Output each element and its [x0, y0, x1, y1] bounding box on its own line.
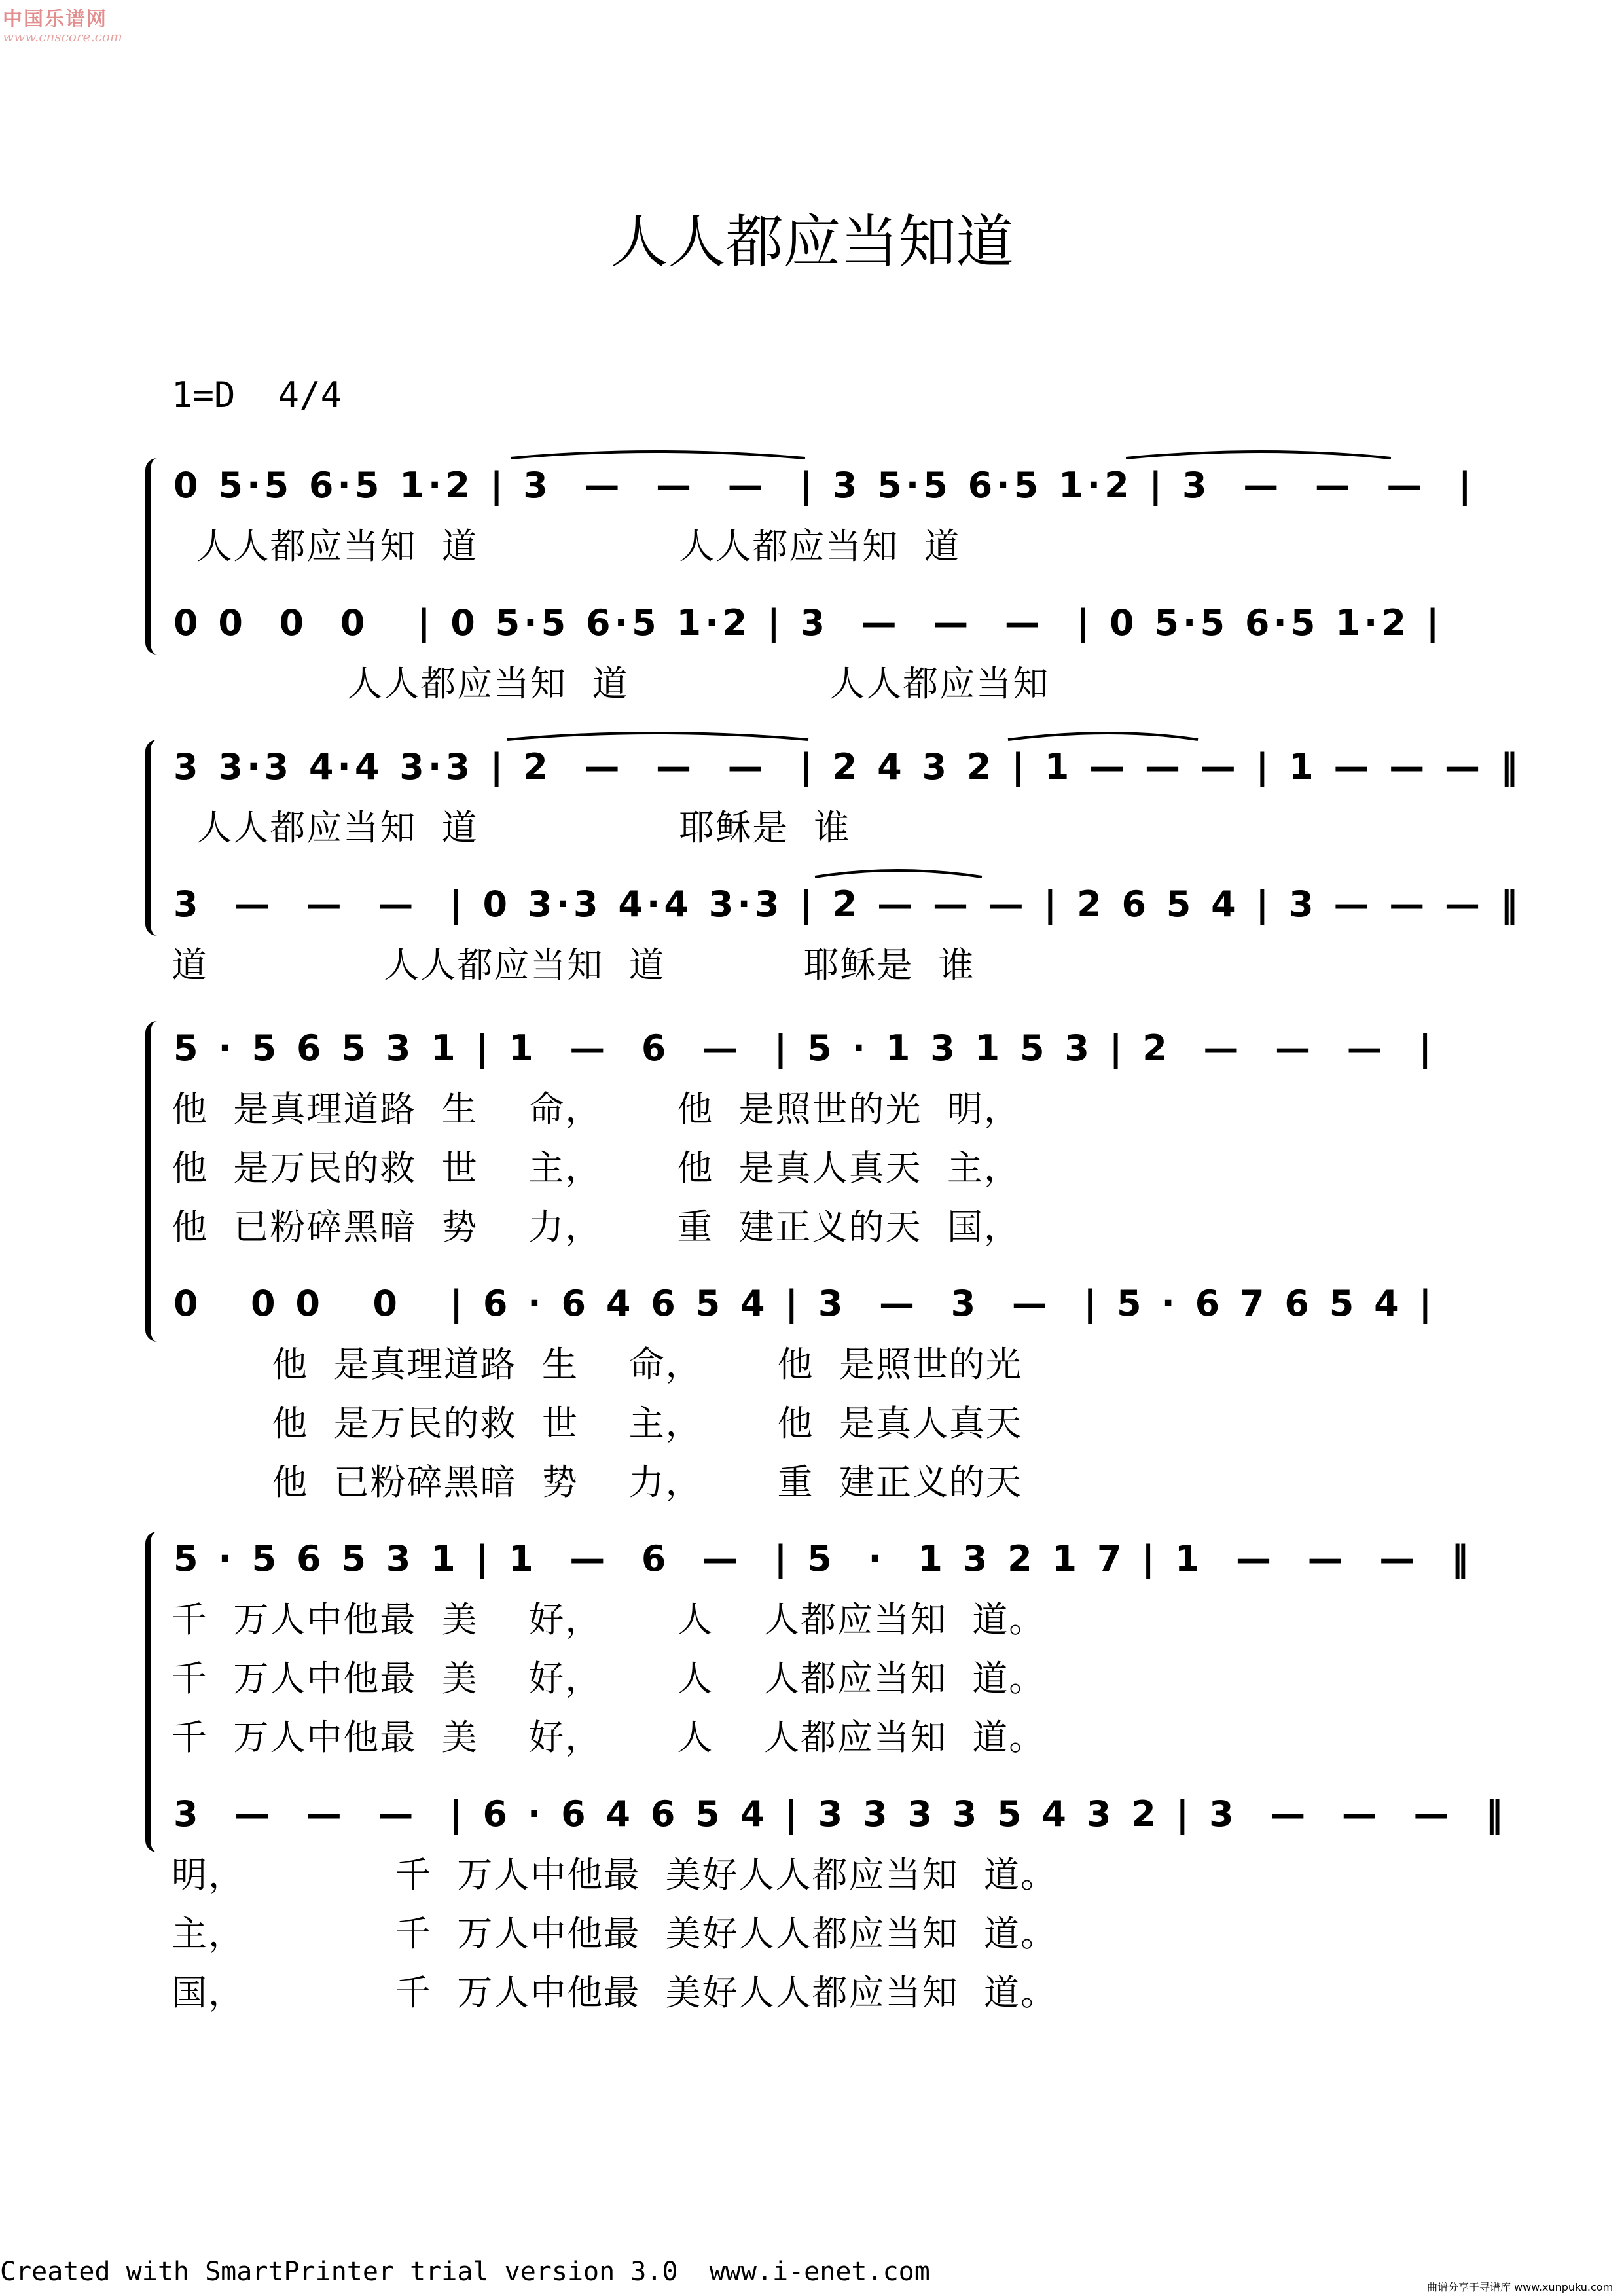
lower-voice-notes: 0 0 0 0 | 6 · 6 4 6 5 4 | 3 — 3 — | 5 · 6 7 6 5 4 | [173, 1283, 1436, 1324]
lower-voice-notes: 3 — — — | 0 3·3 4·4 3·3 | 2 — — — | 2 6 5 4 | 3 — — — ‖ [173, 884, 1522, 925]
tie-arc [511, 452, 805, 458]
page-title: 人人都应当知道 [610, 208, 1014, 276]
lower-voice-lyric-1: 道 人人都应当知 道 耶稣是 谁 [171, 944, 975, 986]
tie-arc [815, 870, 982, 877]
footer-credit: Created with SmartPrinter trial version 3.0 www.i-enet.com [0, 2257, 930, 2287]
lower-voice-lyric-2: 主， 千 万人中他最 美好人人都应当知 道。 [171, 1913, 1057, 1954]
lower-voice-lyric-1: 他 是真理道路 生 命， 他 是照世的光 [171, 1344, 1022, 1385]
footer-source: 曲谱分享于寻谱库 www.xunpuku.com [1427, 2281, 1614, 2293]
lower-voice-lyric-3: 国， 千 万人中他最 美好人人都应当知 道。 [171, 1972, 1057, 2013]
upper-voice-notes: 5 · 5 6 5 3 1 | 1 — 6 — | 5 · 1 3 1 5 3 | 2 — — — | [173, 1028, 1435, 1069]
upper-voice-notes: 5 · 5 6 5 3 1 | 1 — 6 — | 5 · 1 3 2 1 7 | 1 — — — ‖ [173, 1538, 1473, 1579]
upper-voice-notes: 0 5·5 6·5 1·2 | 3 — — — | 3 5·5 6·5 1·2 | 3 — — — | [173, 465, 1475, 506]
lower-voice-notes: 0 0 0 0 | 0 5·5 6·5 1·2 | 3 — — — | 0 5·5 6·5 1·2 | [173, 602, 1443, 643]
tie-arc [1126, 452, 1391, 458]
lower-voice-lyric-3: 他 已粉碎黑暗 势 力， 重 建正义的天 [171, 1462, 1022, 1503]
lower-voice-notes: 3 — — — | 6 · 6 4 6 5 4 | 3 3 3 3 5 4 3 2 | 3 — — — ‖ [173, 1793, 1507, 1835]
upper-voice-lyric-1: 人人都应当知 道 耶稣是 谁 [171, 807, 851, 848]
lower-voice-lyric-2: 他 是万民的救 世 主， 他 是真人真天 [171, 1403, 1022, 1444]
lower-voice-lyric-1: 人人都应当知 道 人人都应当知 [171, 663, 1050, 704]
upper-voice-lyric-3: 千 万人中他最 美 好， 人 人都应当知 道。 [171, 1717, 1046, 1758]
upper-voice-lyric-1: 他 是真理道路 生 命， 他 是照世的光 明， [171, 1088, 1020, 1130]
upper-voice-lyric-3: 他 已粉碎黑暗 势 力， 重 建正义的天 国， [171, 1206, 1020, 1247]
upper-voice-lyric-1: 千 万人中他最 美 好， 人 人都应当知 道。 [171, 1599, 1046, 1640]
upper-voice-notes: 3 3·3 4·4 3·3 | 2 — — — | 2 4 3 2 | 1 — — — | 1 — — — ‖ [173, 746, 1522, 787]
watermark-logo: 中国乐谱网 [3, 8, 107, 31]
upper-voice-lyric-2: 他 是万民的救 世 主， 他 是真人真天 主， [171, 1147, 1020, 1189]
watermark-url: www.cnscore.com [3, 29, 122, 45]
upper-voice-lyric-2: 千 万人中他最 美 好， 人 人都应当知 道。 [171, 1658, 1046, 1699]
upper-voice-lyric-1: 人人都应当知 道 人人都应当知 道 [171, 526, 961, 567]
key-signature: 1=D 4/4 [171, 374, 342, 416]
lower-voice-lyric-1: 明， 千 万人中他最 美好人人都应当知 道。 [171, 1854, 1057, 1895]
tie-arc [507, 733, 808, 740]
tie-arc [1008, 733, 1198, 740]
